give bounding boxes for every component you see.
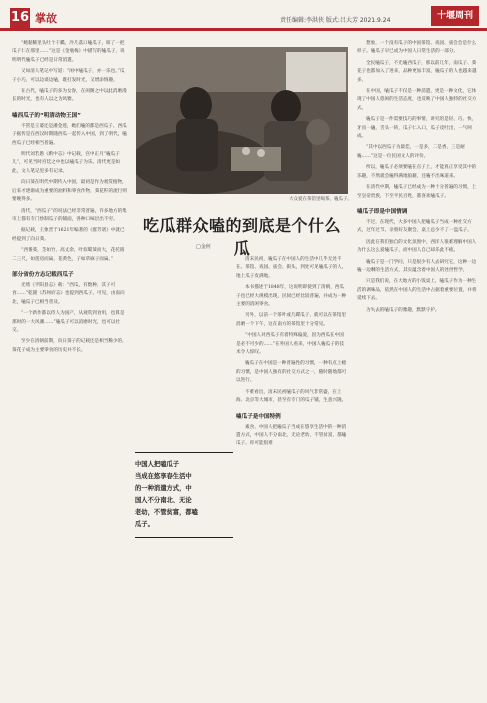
paragraph: 不难看出，清末民初嗑瓜子的风气非常盛，在上海、北京等大城市，甚至有专门的瓜子铺，生意兴隆。 [236, 389, 347, 404]
photo-caption: 大众爱在茶馆里喝茶、嗑瓜子。 [289, 197, 352, 202]
header-rule [0, 28, 487, 31]
section-title: 掌故 [35, 12, 57, 25]
paragraph: 因此在我们独自的文化氛围中，西洋人很难理解中国人为什么这么爱嗑瓜子，而中国人自己却乐此不疲。 [357, 239, 477, 254]
editor-meta: 责任编辑:李洪侠 版式:吕大芳 2021.9.24 [280, 17, 391, 24]
column-right [357, 40, 479, 695]
paragraph: 全民嗑瓜子，不光嗑西瓜子，那以前几年，南瓜子、葵花子也都加入了进来，品种更加丰富，嗑瓜子的人也越来越多。 [357, 60, 477, 83]
paragraph: 在中国，嗑瓜子不仅是一种消遣，更是一种文化，它体现了中国人悠闲的生活态度，也反映了中国人独特的社交方式。 [357, 89, 477, 111]
pull-quote-line: 当成在悠享春生活中 [135, 473, 192, 480]
subheading: 部分省份方志记载西瓜子 [12, 271, 74, 278]
paragraph: 不管是王婆还是潘金莲，她们嗑的都是西瓜子。西瓜子据传是在西汉时期随西瓜一起传入中国，到了明代，嗑西瓜子已经相当普遍。 [12, 123, 127, 146]
paragraph: “西番葵，茎如竹，高丈余，叶似蜀葵而大，花托圆二三尺，如莲房而扁，花黄色，子如草麻子而扁。” [12, 248, 125, 262]
page-number: 16 [10, 8, 30, 28]
pull-quote-line: 中国人把嗑瓜子 [135, 461, 180, 468]
pull-quote-line: 国人不分南北、无论 [135, 497, 192, 504]
paragraph: 明代刘若愚《酌中志》中记载，宫中正月“嗑瓜子儿”，可见当时宫廷之中也以嗑瓜子为乐。清代更是如此，文人笔记里多有记录。 [12, 152, 121, 174]
paragraph: 嗑瓜子在中国是一种普遍性的习惯，一种有点上瘾的习惯，是中国人独有的社交方式之一，随时随地都可以进行。 [236, 361, 347, 384]
paragraph: “她黏稀里头吐个干瓤，冷几落口嗑瓜子，晾了一把瓜子仁在那里……”这是《金瓶梅》中描写的嗑瓜子，说明明代嗑瓜子已经是日常消遣。 [12, 41, 125, 63]
teahouse-photo-illustration [136, 47, 348, 194]
masthead-logo: 十堰周刊 [431, 6, 479, 26]
paragraph: 嗑瓜子是一件需要技巧的事情，讲究的是轻、巧、快，牙齿一磕，舌头一转，瓜子仁入口，瓜子皮吐出，一气呵成。 [357, 117, 477, 140]
paragraph: “中国人对西瓜子有着特殊偏爱，因为西瓜在中国是必不可少的……”在外国人看来，中国人嗑瓜子的技术令人惊叹。 [236, 333, 345, 356]
pull-quote-line: 老幼，不管贫富，都嗑 [135, 509, 198, 516]
column-left [12, 40, 128, 695]
paragraph: 不过，在现代，大多中国人把嗑瓜子当成一种社交方式，过年过节、亲朋好友聚会，桌上总少不了一盘瓜子。 [357, 219, 472, 234]
pull-quote-line: 瓜子。 [135, 521, 154, 528]
subheading: 嗑瓜子即是中国情调 [357, 208, 408, 215]
pull-quote-line: 的一种消遣方式，中 [135, 485, 192, 492]
paragraph: 另外，以前一个茶叶或几碟瓜子，就可以在茶馆里消磨一个下午，这在南方的茶馆里十分常见。 [236, 313, 347, 327]
paragraph: “其中以西瓜子为最佳，一是多，二是香，三是耐嗑……”这是一位民国文人的评价。 [357, 145, 465, 159]
paragraph: 据记载，王象晋于1621年编著的《群芳谱》中就已经提到了向日葵。 [12, 228, 125, 242]
paragraph: 本书描述于1848年，这说明即使到了清朝，西瓜子也已经大规模出现，民间已经比较普遍，并成为一种主要的消闲零食。 [236, 285, 347, 308]
paragraph: 又如清人笔记中写道：“闲中嗑瓜子，亦一乐也。”瓜子小巧，可以边谈边嗑，既打发时光，又增添情趣。 [12, 69, 125, 83]
paragraph: 只是我们说，在大地方的小饭桌上，嗑瓜子作为一种生活的调味品，依然在中国人的生活中占据着重要位置，并将延续下去。 [357, 279, 477, 302]
paragraph: 所以，嗑瓜子必须要嗑在点子上，才能真正享受其中的乐趣，不然就会嗑得满地狼藉，还嗑不出味道来。 [357, 165, 477, 179]
article-byline: □金何 [196, 244, 211, 250]
paragraph: 清末民初，嗑瓜子在中国人的生活中几乎无处不在。茶馆、戏园、庙会、街头，到处可见嗑瓜子的人，地上瓜子皮满地。 [236, 257, 347, 279]
subheading: 嗑瓜子是中国特例 [236, 413, 281, 420]
paragraph: 向日葵在明代中期传入中国，最初是作为观赏植物，后来才逐渐成为重要的油料和零食作物，葵花籽的流行则要晚得多。 [12, 180, 127, 203]
paragraph: 光绪《平阳县志》载：“西瓜，有数种，其子可食……”乾隆《苏州府志》也提到西瓜子。可见，由南向北，嗑瓜子已相当普及。 [12, 282, 125, 305]
paragraph: 清代，“西瓜子”的说法已经非常普遍，许多地方的集市上都有专门炒制瓜子的铺面，各种口味层出不穷。 [12, 208, 127, 222]
paragraph: 嗑瓜子是一门学问，只是很少有人去研究它，这种一边嗑一边聊的生活方式，其实蕴含着中国人的处世哲学。 [357, 259, 477, 273]
paragraph: 在古代，嗑瓜子的多为女眷，在闺阁之中以此消磨漫长的时光，也有人以之为风雅。 [12, 89, 127, 103]
pull-quote [135, 452, 233, 538]
article-photo [136, 47, 348, 194]
paragraph: 至少在清朝前期，向日葵子的记载还是相当稀少的，葵花子成为主要零食的历史并不长。 [12, 339, 127, 353]
paragraph: 为失去的嗑瓜子的雅趣，默默守护。 [366, 307, 440, 313]
paragraph: 素食、中国人把嗑瓜子当成在悠享生活中的一种消遣方式，中国人不分南北，无论老幼，不管贫富，都嗑瓜子。你可能很难 [236, 424, 347, 447]
paragraph: 在清代中期，嗑瓜子已经成为一种十分普遍的习惯，上至皇帝贵族，下至平民百姓，都喜欢嗑瓜子。 [357, 185, 477, 199]
article-headline: 吃瓜群众嗑的到底是个什么瓜 [142, 216, 341, 258]
column-middle [236, 256, 348, 696]
paragraph: “一个新作都以侍人为国产，从观赏到食用，也算是那时的一大风潮……”嗑瓜子可以消磨时光，也可以社交。 [12, 311, 125, 333]
subheading: 嗑西瓜子的“明清动物王国” [12, 112, 81, 119]
paragraph: 想象，一个没有瓜子的中国茶馆、戏园、庙会会是什么样子。嗑瓜子早已成为中国人日常生活的一部分。 [357, 41, 477, 55]
